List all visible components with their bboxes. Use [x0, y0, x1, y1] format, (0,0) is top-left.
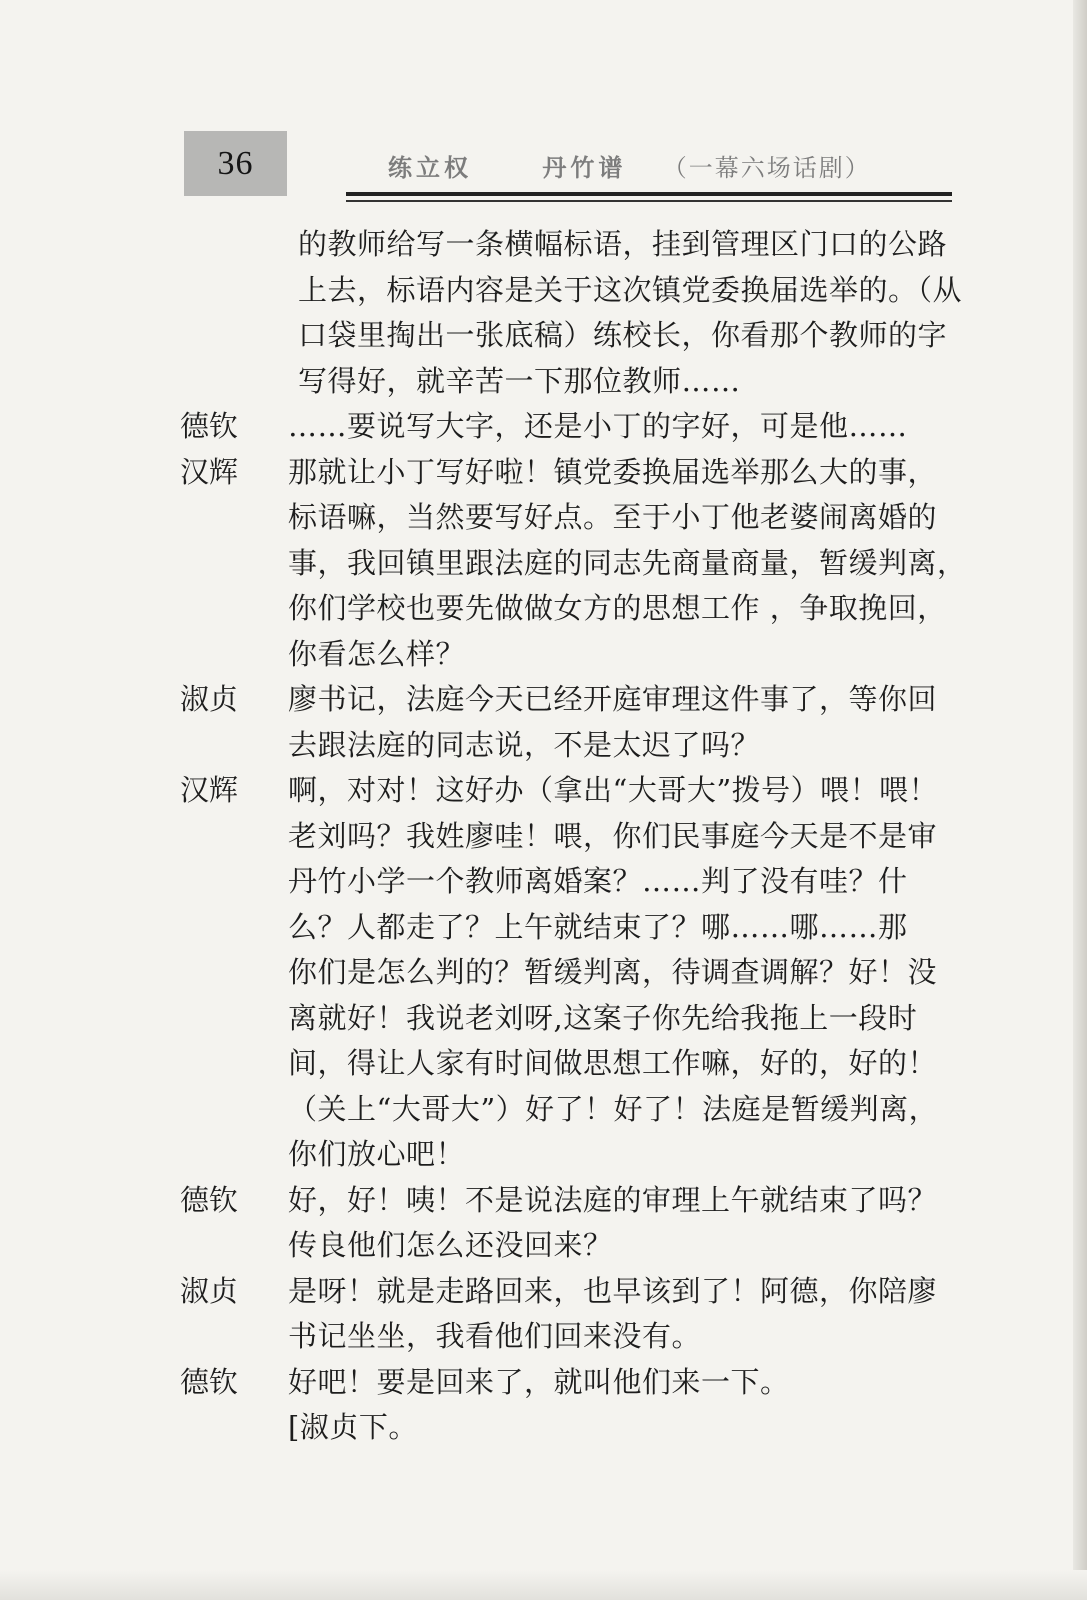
running-head-title: 丹竹谱: [542, 154, 627, 182]
text-line: 廖书记，法庭今天已经开庭审理这件事了，等你回: [288, 682, 938, 716]
text-line: 啊，对对！这好办（拿出“大哥大”拨号）喂！喂！: [288, 773, 939, 807]
text-line: 老刘吗？我姓廖哇！喂，你们民事庭今天是不是审: [288, 818, 938, 853]
dialogue-text: [288, 1178, 952, 1269]
text-line: 那就让小丁写好啦！镇党委换届选举那么大的事，: [288, 454, 938, 489]
text-line: 口袋里掏出一张底稿）练校长，你看那个教师的字: [298, 318, 948, 352]
running-head-subtitle: （一幕六场话剧）: [662, 154, 871, 182]
dialogue-entry: [170, 677, 952, 768]
page-number: 36: [217, 144, 254, 182]
opening-continuation: [170, 222, 963, 404]
stage-direction: [淑贞下。: [288, 1410, 418, 1444]
page-bottom-shadow: [0, 1570, 1087, 1600]
text-line: 标语嘛，当然要写好点。至于小丁他老婆闹离婚的: [288, 500, 938, 534]
dialogue-entry: [170, 404, 952, 450]
dialogue-entry: [170, 1269, 952, 1360]
speaker-name: 汉辉: [180, 454, 239, 489]
dialogue-text: [288, 677, 952, 768]
text-line: （关上“大哥大”）好了！好了！法庭是暂缓判离，: [288, 1091, 939, 1126]
dialogue-entry: [170, 1360, 952, 1451]
speaker-name: 德钦: [180, 1182, 239, 1217]
header-rule-thin: [346, 200, 952, 202]
dialogue-text: [288, 1360, 952, 1451]
text-line: 离就好！我说老刘呀,这案子你先给我拖上一段时: [288, 1000, 918, 1035]
text-line: 去跟法庭的同志说，不是太迟了吗？: [288, 727, 761, 762]
text-line: 你们是怎么判的？暂缓判离，待调查调解？好！没: [288, 955, 938, 989]
text-line: 好吧！要是回来了，就叫他们来一下。: [288, 1364, 790, 1399]
speaker-name: 汉辉: [180, 773, 239, 807]
text-line: 你们放心吧！: [288, 1137, 466, 1171]
page-number-box: [184, 131, 287, 196]
text-line: 你们学校也要先做做女方的思想工作 ，争取挽回，: [288, 591, 947, 625]
dialogue-entry: [170, 1178, 952, 1269]
running-head: [388, 148, 871, 183]
script-body: [170, 222, 967, 1451]
page-edge-shadow: [1073, 0, 1087, 1600]
speaker-name: 德钦: [180, 409, 239, 443]
text-line: 的教师给写一条横幅标语，挂到管理区门口的公路: [298, 227, 948, 261]
header-rule-thick: [346, 192, 952, 196]
dialogue-text: [288, 450, 967, 678]
speaker-name: 淑贞: [180, 682, 239, 716]
text-line: 写得好，就辛苦一下那位教师……: [298, 363, 741, 398]
text-line: 是呀！就是走路回来，也早该到了！阿德，你陪廖: [288, 1273, 938, 1308]
text-line: 事，我回镇里跟法庭的同志先商量商量，暂缓判离，: [288, 545, 967, 580]
dialogue-entry: [170, 450, 967, 678]
text-line: 传良他们怎么还没回来？: [288, 1228, 613, 1262]
text-line: 上去，标语内容是关于这次镇党委换届选举的。（从: [298, 272, 963, 307]
running-head-author: 练立权: [388, 154, 472, 182]
text-line: 书记坐坐，我看他们回来没有。: [288, 1319, 702, 1353]
text-line: 丹竹小学一个教师离婚案？……判了没有哇？什: [288, 864, 908, 898]
opening-text: [298, 222, 962, 404]
speaker-name: 淑贞: [180, 1273, 239, 1308]
text-line: 么？人都走了？上午就结束了？哪……哪……那: [288, 909, 908, 944]
dialogue-entry: [170, 768, 952, 1178]
text-line: 你看怎么样？: [288, 636, 466, 671]
text-line: 好，好！咦！不是说法庭的审理上午就结束了吗？: [288, 1182, 938, 1217]
dialogue-text: [288, 1269, 952, 1360]
dialogue-text: [288, 404, 952, 450]
text-line: 间，得让人家有时间做思想工作嘛，好的，好的！: [288, 1046, 938, 1080]
speaker-name: 德钦: [180, 1364, 239, 1399]
dialogue-text: [288, 768, 952, 1178]
text-line: ……要说写大字，还是小丁的字好，可是他……: [288, 409, 908, 443]
